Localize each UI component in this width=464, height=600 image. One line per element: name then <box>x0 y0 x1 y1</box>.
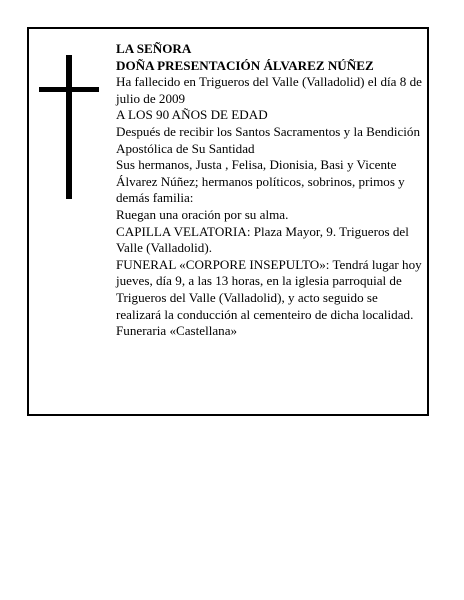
notice-body <box>116 41 424 340</box>
chapel-info: CAPILLA VELATORIA: Plaza Mayor, 9. Trigueros del Valle (Valladolid). <box>116 223 409 256</box>
notice-heading-title: LA SEÑORA <box>116 41 192 56</box>
cross-horizontal-bar <box>39 87 99 92</box>
cross-vertical-bar <box>66 55 72 199</box>
funeral-home: Funeraria «Castellana» <box>116 323 238 339</box>
death-info: Ha fallecido en Trigueros del Valle (Valladolid) el día 8 de julio de 2009 <box>116 74 422 106</box>
sacraments-line: Después de recibir los Santos Sacramentos y la Bendición Apostólica de Su Santidad <box>116 123 420 156</box>
obituary-notice <box>27 27 429 416</box>
prayer-request: Ruegan una oración por su alma. <box>116 206 289 222</box>
cross-icon <box>39 55 99 199</box>
age-line: A LOS 90 AÑOS DE EDAD <box>116 107 268 123</box>
deceased-name: DOÑA PRESENTACIÓN ÁLVAREZ NÚÑEZ <box>116 57 374 73</box>
family-line: Sus hermanos, Justa , Felisa, Dionisia, Basi y Vicente Álvarez Núñez; hermanos políticos, sobrinos, primos y demás familia: <box>116 157 405 206</box>
funeral-info: FUNERAL «CORPORE INSEPULTO»: Tendrá lugar hoy jueves, día 9, a las 13 horas, en la iglesia parroquial de Trigueros del Valle (Valladolid), y acto seguido se realizará la conducción al cementeiro de dicha localidad. <box>116 256 422 322</box>
